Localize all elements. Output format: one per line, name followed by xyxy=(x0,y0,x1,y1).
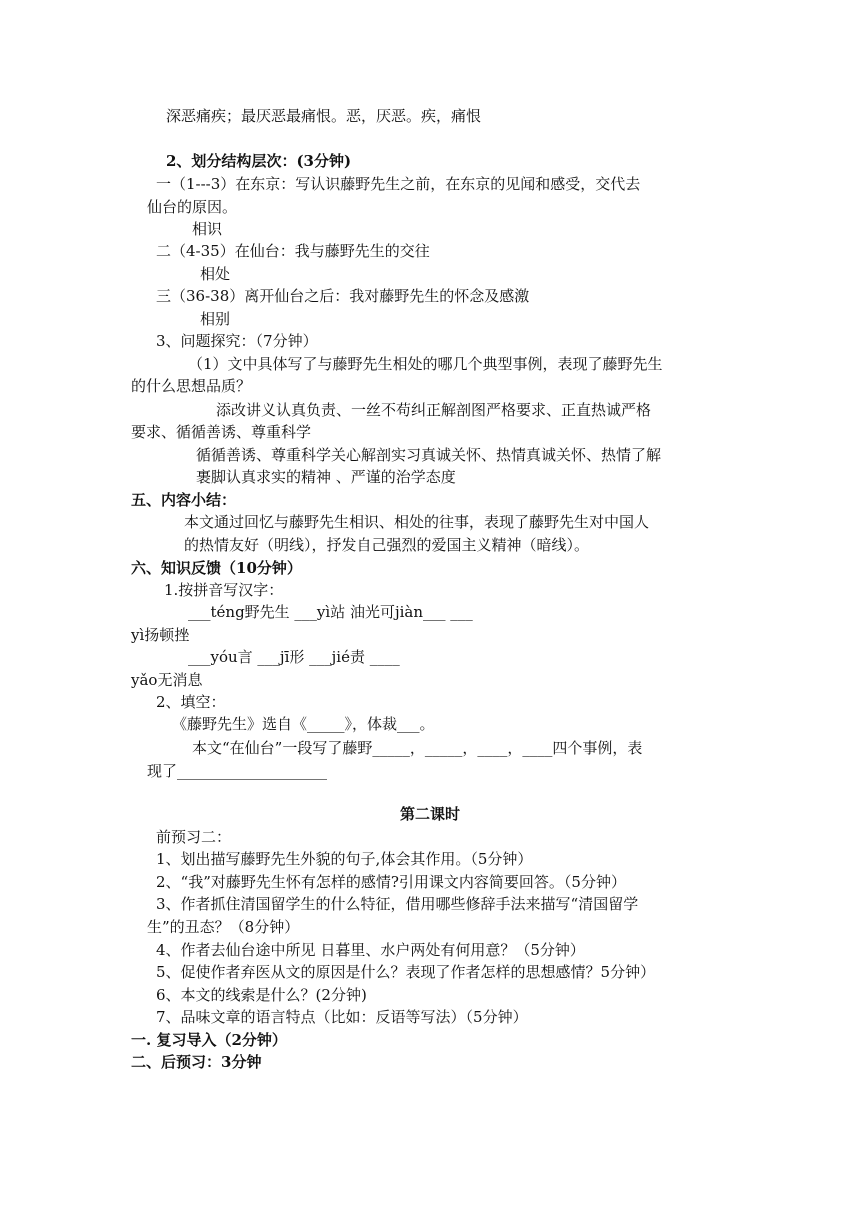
text-line: 循循善诱、尊重科学关心解剖实习真诚关怀、热情真诚关怀、热情了解 xyxy=(196,446,662,464)
text-line: （1）文中具体写了与藤野先生相处的哪几个典型事例，表现了藤野先生 xyxy=(188,355,663,373)
text-line: 6、本文的线索是什么？(2分钟) xyxy=(156,986,367,1004)
text-line: 7、品味文章的语言特点（比如：反语等写法）（5分钟） xyxy=(156,1008,528,1026)
section-heading: 2、填空： xyxy=(156,693,226,711)
text-line: 相识 xyxy=(192,220,223,238)
text-line: ___téng野先生 ___yì站 油光可jiàn___ ___ xyxy=(188,603,473,621)
text-line: 4、作者去仙台途中所见 日暮里、水户两处有何用意？（5分钟） xyxy=(156,941,585,959)
text-line: 生”的丑态？（8分钟） xyxy=(147,918,300,936)
text-line: 《藤野先生》选自《_____》，体裁___。 xyxy=(172,715,435,733)
text-line: 的热情友好（明线），抒发自己强烈的爱国主义精神（暗线）。 xyxy=(184,536,590,554)
lesson-title: 第二课时 xyxy=(399,805,460,823)
section-heading: 六、知识反馈（10分钟） xyxy=(131,559,302,577)
text-line: 一（1---3）在东京：写认识藤野先生之前，在东京的见闻和感受，交代去 xyxy=(156,175,641,193)
text-line: 深恶痛疾；最厌恶最痛恨。恶，厌恶。疾，痛恨 xyxy=(166,107,482,125)
section-heading: 一. 复习导入（2分钟） xyxy=(131,1031,287,1049)
section-heading: 2、划分结构层次：(3分钟) xyxy=(166,152,352,170)
text-line: yì扬顿挫 xyxy=(131,626,190,644)
text-line: 5、促使作者弃医从文的原因是什么？表现了作者怎样的思想感情？5分钟） xyxy=(156,963,656,981)
text-line: 相别 xyxy=(200,310,231,328)
text-line: 现了____________________ xyxy=(147,762,328,780)
text-line: 的什么思想品质？ xyxy=(131,377,252,395)
section-heading: 五、内容小结： xyxy=(131,491,237,509)
text-line: yǎo无消息 xyxy=(131,671,203,689)
text-line: 本文“在仙台”一段写了藤野_____，_____，____，____四个事例，表 xyxy=(192,739,643,757)
text-line: 添改讲义认真负责、一丝不苟纠正解剖图严格要求、正直热诚严格 xyxy=(216,401,652,419)
text-line: 二（4-35）在仙台：我与藤野先生的交往 xyxy=(156,242,430,260)
section-heading: 3、问题探究：（7分钟） xyxy=(156,332,318,350)
text-line: 1、划出描写藤野先生外貌的句子,体会其作用。（5分钟） xyxy=(156,850,533,868)
text-line: 2、“我”对藤野先生怀有怎样的感情?引用课文内容简要回答。（5分钟） xyxy=(156,873,626,891)
text-line: 要求、循循善诱、尊重科学 xyxy=(131,423,312,441)
text-line: 1.按拼音写汉字： xyxy=(164,581,284,599)
text-line: 仙台的原因。 xyxy=(147,198,238,216)
text-line: 三（36-38）离开仙台之后：我对藤野先生的怀念及感激 xyxy=(156,287,530,305)
section-heading: 前预习二： xyxy=(156,828,232,846)
section-heading: 二、后预习：3分钟 xyxy=(131,1053,262,1071)
text-line: ___yóu言 ___jī形 ___jié责 ____ xyxy=(188,648,400,666)
text-line: 相处 xyxy=(200,265,231,283)
text-line: 本文通过回忆与藤野先生相识、相处的往事，表现了藤野先生对中国人 xyxy=(184,513,650,531)
text-line: 裹脚认真求实的精神 、严谨的治学态度 xyxy=(196,468,456,486)
text-line: 3、作者抓住清国留学生的什么特征，借用哪些修辞手法来描写“清国留学 xyxy=(156,895,639,913)
